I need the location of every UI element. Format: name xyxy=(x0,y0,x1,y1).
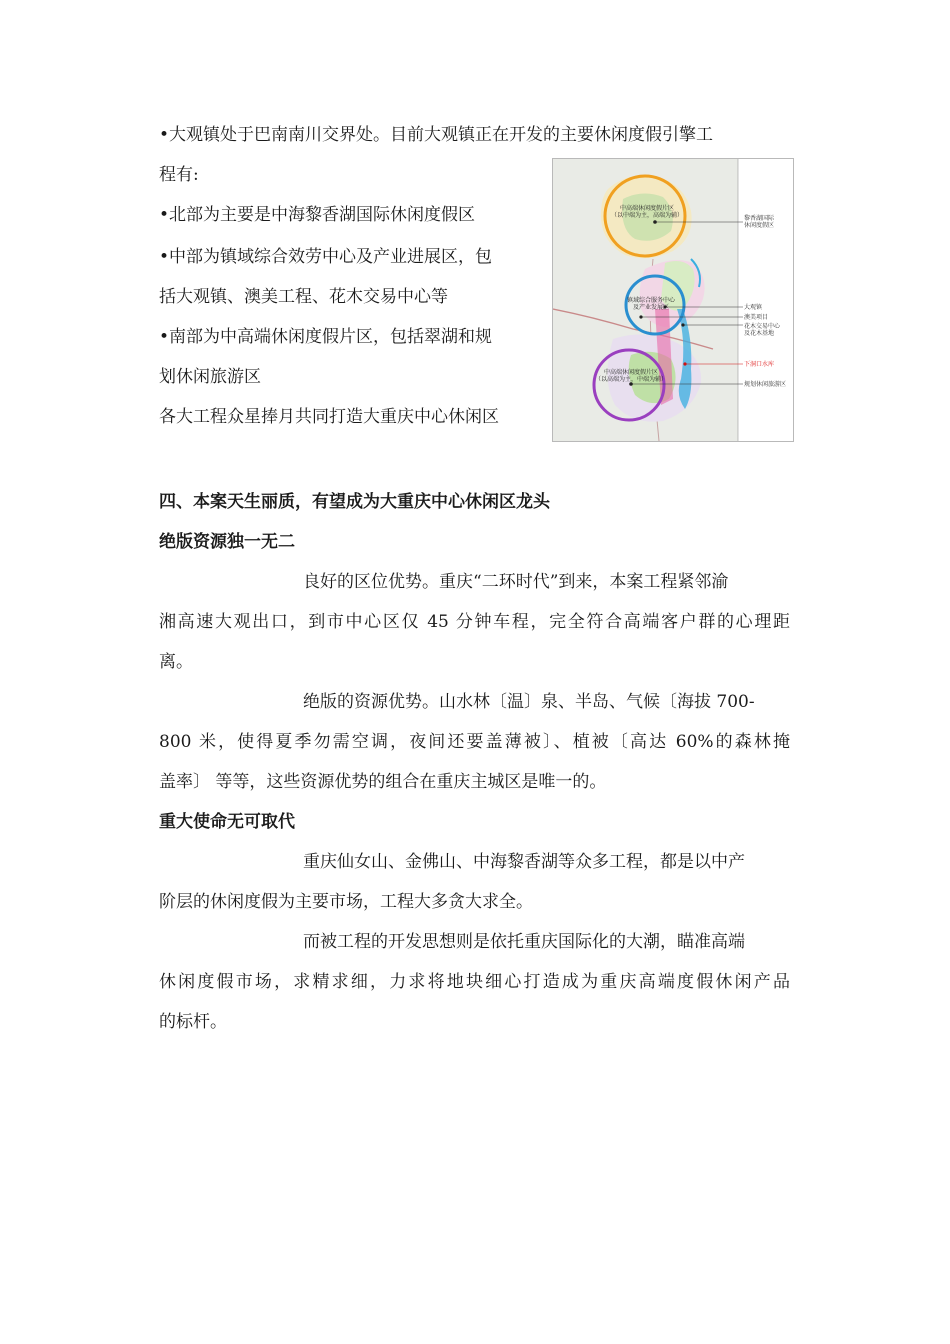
legend-daguan: 大观镇 xyxy=(744,304,763,311)
south-circle-label xyxy=(595,369,667,383)
south-circle-label-line-1: 中高端休闲度假片区 xyxy=(604,369,659,376)
legend-flower xyxy=(744,323,780,337)
para3-line-1: 重庆仙女山、金佛山、中海黎香湖等众多工程，都是以中产 xyxy=(303,852,745,872)
legend-flower-line-1: 花木交易中心 xyxy=(744,323,781,330)
subheading-mission: 重大使命无可取代 xyxy=(159,812,295,832)
bullet-center-line-2: 括大观镇、澳美工程、花木交易中心等 xyxy=(159,287,448,307)
para4-line-1: 而被工程的开发思想则是依托重庆国际化的大潮，瞄准高端 xyxy=(303,932,745,952)
center-circle-label-line-2: 及产业发展区 xyxy=(633,304,670,311)
para4-line-2: 休闲度假市场，求精求细，力求将地块细心打造成为重庆高端度假休闲产品 xyxy=(159,972,790,992)
bullet-south-line-1: •南部为中高端休闲度假片区，包括翠湖和规 xyxy=(159,327,493,347)
para1-line-2: 湘高速大观出口，到市中心区仅 45 分钟车程，完全符合高端客户群的心理距 xyxy=(159,612,790,632)
bullet-center-line-1: •中部为镇域综合效劳中心及产业进展区，包 xyxy=(159,247,493,267)
planning-map-figure xyxy=(552,158,794,442)
south-circle-label-line-2: （以高端为主，中端为辅） xyxy=(595,376,668,383)
north-circle-label-line-1: 中高端休闲度假片区 xyxy=(620,205,675,212)
legend-north xyxy=(744,215,774,229)
legend-north-line-1: 黎香湖国际 xyxy=(744,215,775,222)
para2-line-3: 盖率〕 等等，这些资源优势的组合在重庆主城区是唯一的。 xyxy=(159,772,607,792)
para2-line-1: 绝版的资源优势。山水林〔温〕泉、半岛、气候〔海拔 700- xyxy=(303,692,755,712)
legend-xiadongkou: 下洞口水库 xyxy=(744,361,775,368)
north-circle-label xyxy=(611,205,683,219)
para3-line-2: 阶层的休闲度假为主要市场，工程大多贪大求全。 xyxy=(159,892,533,912)
intro-summary: 各大工程众星捧月共同打造大重庆中心休闲区 xyxy=(159,407,499,427)
bullet-south-line-2: 划休闲旅游区 xyxy=(159,367,261,387)
north-circle-label-line-2: （以中端为主，高端为辅） xyxy=(611,212,684,219)
center-circle-label xyxy=(627,297,675,311)
para2-line-2: 800 米，使得夏季勿需空调，夜间还要盖薄被〕、植被〔高达 60%的森林掩 xyxy=(159,732,790,752)
section-heading: 四、本案天生丽质，有望成为大重庆中心休闲区龙头 xyxy=(159,492,550,512)
legend-flower-line-2: 及花木基地 xyxy=(744,330,775,337)
para1-line-3: 离。 xyxy=(159,652,193,672)
intro-line-1: •大观镇处于巴南南川交界处。目前大观镇正在开发的主要休闲度假引擎工 xyxy=(159,125,714,145)
center-circle-label-line-1: 镇域综合服务中心 xyxy=(627,297,676,304)
para1-line-1: 良好的区位优势。重庆“二环时代”到来，本案工程紧邻渝 xyxy=(303,572,729,592)
legend-aomei: 澳美项目 xyxy=(744,314,769,321)
bullet-north: •北部为主要是中海黎香湖国际休闲度假区 xyxy=(159,205,476,225)
para4-line-3: 的标杆。 xyxy=(159,1012,227,1032)
subheading-resources: 绝版资源独一无二 xyxy=(159,532,295,552)
legend-north-line-2: 休闲度假区 xyxy=(744,222,775,229)
intro-line-2: 程有: xyxy=(159,165,199,185)
legend-plan: 规划休闲旅游区 xyxy=(744,381,787,388)
